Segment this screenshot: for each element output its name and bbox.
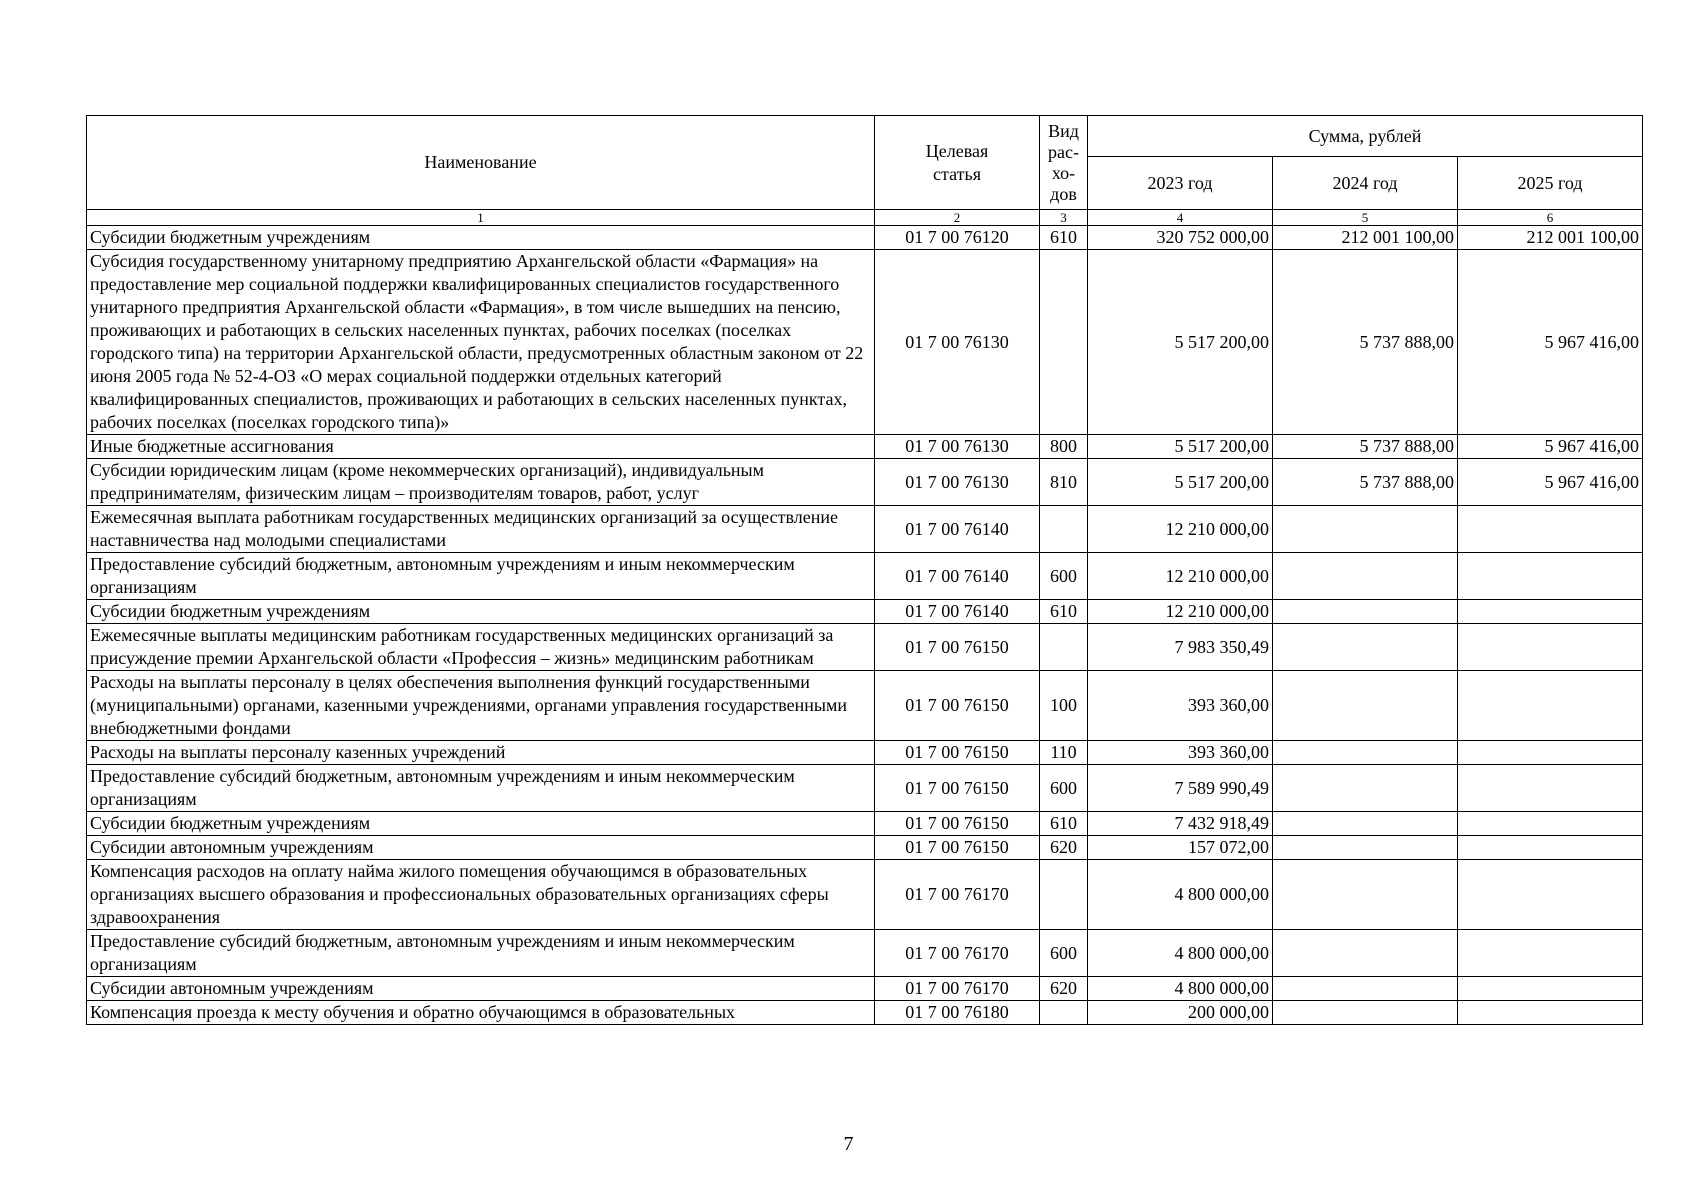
- row-sum-2024: [1273, 977, 1458, 1001]
- row-sum-2023: 5 517 200,00: [1088, 250, 1273, 435]
- header-year-2025: 2025 год: [1458, 157, 1643, 210]
- row-expense-kind: [1040, 506, 1088, 553]
- row-sum-2025: [1458, 671, 1643, 741]
- row-expense-kind: [1040, 624, 1088, 671]
- row-expense-kind: 620: [1040, 977, 1088, 1001]
- header-target-line1: Целевая: [925, 140, 989, 161]
- column-number: 4: [1088, 210, 1273, 226]
- row-sum-2023: 320 752 000,00: [1088, 226, 1273, 250]
- row-sum-2023: 200 000,00: [1088, 1001, 1273, 1025]
- row-sum-2025: [1458, 765, 1643, 812]
- table-row: [87, 506, 1643, 553]
- header-year-2023: 2023 год: [1088, 157, 1273, 210]
- table-row: [87, 671, 1643, 741]
- row-target-article: 01 7 00 76150: [875, 836, 1040, 860]
- header-name: Наименование: [87, 116, 875, 210]
- row-expense-kind: 600: [1040, 930, 1088, 977]
- row-sum-2025: 212 001 100,00: [1458, 226, 1643, 250]
- row-target-article: 01 7 00 76170: [875, 860, 1040, 930]
- row-name: Компенсация расходов на оплату найма жилого помещения обучающимся в образовательных организациях высшего образования и профессиональных образовательных организациях сферы здравоохранения: [87, 860, 875, 930]
- row-sum-2024: [1273, 741, 1458, 765]
- row-sum-2024: [1273, 930, 1458, 977]
- row-target-article: 01 7 00 76130: [875, 435, 1040, 459]
- row-name: Иные бюджетные ассигнования: [87, 435, 875, 459]
- table-row: [87, 930, 1643, 977]
- row-sum-2024: [1273, 600, 1458, 624]
- table-row: [87, 624, 1643, 671]
- column-number: 2: [875, 210, 1040, 226]
- row-expense-kind: [1040, 860, 1088, 930]
- row-sum-2025: [1458, 600, 1643, 624]
- table-row: [87, 250, 1643, 435]
- row-sum-2024: [1273, 553, 1458, 600]
- row-name: Субсидии бюджетным учреждениям: [87, 812, 875, 836]
- table-row: [87, 226, 1643, 250]
- header-kind-line1: Вид: [1048, 120, 1079, 141]
- row-sum-2025: 5 967 416,00: [1458, 435, 1643, 459]
- row-target-article: 01 7 00 76170: [875, 930, 1040, 977]
- row-target-article: 01 7 00 76170: [875, 977, 1040, 1001]
- row-name: Субсидии бюджетным учреждениям: [87, 600, 875, 624]
- row-sum-2023: 12 210 000,00: [1088, 553, 1273, 600]
- table-row: [87, 836, 1643, 860]
- row-sum-2025: [1458, 860, 1643, 930]
- row-sum-2025: 5 967 416,00: [1458, 459, 1643, 506]
- column-numbers-row: [87, 210, 1643, 226]
- row-sum-2024: [1273, 671, 1458, 741]
- row-sum-2024: 5 737 888,00: [1273, 250, 1458, 435]
- header-kind-line4: дов: [1050, 183, 1077, 204]
- table-body: [87, 226, 1643, 1025]
- row-sum-2023: 5 517 200,00: [1088, 435, 1273, 459]
- table-row: [87, 860, 1643, 930]
- row-expense-kind: 610: [1040, 600, 1088, 624]
- row-sum-2024: [1273, 624, 1458, 671]
- table-row: [87, 977, 1643, 1001]
- row-sum-2024: 212 001 100,00: [1273, 226, 1458, 250]
- row-name: Субсидии юридическим лицам (кроме некоммерческих организаций), индивидуальным предпринимателям, физическим лицам – производителям товаров, работ, услуг: [87, 459, 875, 506]
- row-sum-2024: [1273, 765, 1458, 812]
- row-sum-2023: 7 432 918,49: [1088, 812, 1273, 836]
- row-target-article: 01 7 00 76140: [875, 506, 1040, 553]
- row-sum-2025: [1458, 741, 1643, 765]
- header-kind-line3: хо-: [1051, 162, 1076, 183]
- table-row: [87, 765, 1643, 812]
- row-sum-2024: [1273, 836, 1458, 860]
- row-target-article: 01 7 00 76130: [875, 250, 1040, 435]
- row-expense-kind: 600: [1040, 553, 1088, 600]
- row-name: Предоставление субсидий бюджетным, автономным учреждениям и иным некоммерческим организациям: [87, 553, 875, 600]
- row-sum-2025: [1458, 836, 1643, 860]
- row-expense-kind: 610: [1040, 226, 1088, 250]
- row-expense-kind: 100: [1040, 671, 1088, 741]
- column-number: 5: [1273, 210, 1458, 226]
- table-row: [87, 1001, 1643, 1025]
- row-sum-2024: 5 737 888,00: [1273, 459, 1458, 506]
- row-name: Предоставление субсидий бюджетным, автономным учреждениям и иным некоммерческим организациям: [87, 765, 875, 812]
- row-target-article: 01 7 00 76180: [875, 1001, 1040, 1025]
- row-expense-kind: 810: [1040, 459, 1088, 506]
- row-expense-kind: 620: [1040, 836, 1088, 860]
- row-name: Предоставление субсидий бюджетным, автономным учреждениям и иным некоммерческим организациям: [87, 930, 875, 977]
- page-number: 7: [843, 1133, 854, 1155]
- row-sum-2025: [1458, 930, 1643, 977]
- row-sum-2023: 5 517 200,00: [1088, 459, 1273, 506]
- row-sum-2023: 393 360,00: [1088, 741, 1273, 765]
- row-sum-2023: 12 210 000,00: [1088, 600, 1273, 624]
- table-row: [87, 435, 1643, 459]
- row-name: Субсидия государственному унитарному предприятию Архангельской области «Фармация» на предоставление мер социальной поддержки квалифицированных специалистов государственного унитарного предприятия Архангельской области «Фармация», в том числе вышедших на пенсию, проживающих и работающих в сельских населенных пунктах, рабочих поселках (поселках городского типа) на территории Архангельской области, предусмотренных областным законом от 22 июня 2005 года № 52-4-ОЗ «О мерах социальной поддержки отдельных категорий квалифицированных специалистов, проживающих и работающих в сельских населенных пунктах, рабочих поселках (поселках городского типа)»: [87, 250, 875, 435]
- row-sum-2023: 4 800 000,00: [1088, 977, 1273, 1001]
- row-target-article: 01 7 00 76140: [875, 553, 1040, 600]
- row-name: Расходы на выплаты персоналу казенных учреждений: [87, 741, 875, 765]
- row-sum-2023: 4 800 000,00: [1088, 860, 1273, 930]
- row-target-article: 01 7 00 76150: [875, 624, 1040, 671]
- header-target-line2: статья: [933, 163, 981, 184]
- table-row: [87, 459, 1643, 506]
- table-row: [87, 812, 1643, 836]
- row-name: Расходы на выплаты персоналу в целях обеспечения выполнения функций государственными (муниципальными) органами, казенными учреждениями, органами управления государственными внебюджетными фондами: [87, 671, 875, 741]
- row-target-article: 01 7 00 76130: [875, 459, 1040, 506]
- row-sum-2025: [1458, 506, 1643, 553]
- row-name: Компенсация проезда к месту обучения и обратно обучающимся в образовательных: [87, 1001, 875, 1025]
- row-sum-2024: [1273, 1001, 1458, 1025]
- row-sum-2025: [1458, 812, 1643, 836]
- header-kind-line2: рас-: [1048, 141, 1079, 162]
- row-expense-kind: [1040, 1001, 1088, 1025]
- row-sum-2023: 12 210 000,00: [1088, 506, 1273, 553]
- header-sum: Сумма, рублей: [1088, 116, 1643, 157]
- row-name: Субсидии автономным учреждениям: [87, 836, 875, 860]
- column-number: 1: [87, 210, 875, 226]
- row-expense-kind: 610: [1040, 812, 1088, 836]
- row-name: Субсидии автономным учреждениям: [87, 977, 875, 1001]
- row-expense-kind: 800: [1040, 435, 1088, 459]
- row-expense-kind: [1040, 250, 1088, 435]
- table-header: [87, 116, 1643, 226]
- table-row: [87, 553, 1643, 600]
- column-number: 6: [1458, 210, 1643, 226]
- row-sum-2024: 5 737 888,00: [1273, 435, 1458, 459]
- row-sum-2024: [1273, 506, 1458, 553]
- row-target-article: 01 7 00 76140: [875, 600, 1040, 624]
- row-sum-2023: 393 360,00: [1088, 671, 1273, 741]
- row-sum-2023: 7 589 990,49: [1088, 765, 1273, 812]
- column-number: 3: [1040, 210, 1088, 226]
- table-row: [87, 600, 1643, 624]
- header-target-article: [875, 116, 1040, 210]
- row-target-article: 01 7 00 76150: [875, 741, 1040, 765]
- row-target-article: 01 7 00 76150: [875, 671, 1040, 741]
- row-target-article: 01 7 00 76120: [875, 226, 1040, 250]
- row-name: Субсидии бюджетным учреждениям: [87, 226, 875, 250]
- header-year-2024: 2024 год: [1273, 157, 1458, 210]
- row-target-article: 01 7 00 76150: [875, 812, 1040, 836]
- row-sum-2023: 7 983 350,49: [1088, 624, 1273, 671]
- row-sum-2025: [1458, 553, 1643, 600]
- header-expense-kind: [1040, 116, 1088, 210]
- row-expense-kind: 110: [1040, 741, 1088, 765]
- row-name: Ежемесячные выплаты медицинским работникам государственных медицинских организаций за присуждение премии Архангельской области «Профессия – жизнь» медицинским работникам: [87, 624, 875, 671]
- budget-table: [86, 115, 1643, 1025]
- row-sum-2024: [1273, 812, 1458, 836]
- row-sum-2025: [1458, 624, 1643, 671]
- row-sum-2025: 5 967 416,00: [1458, 250, 1643, 435]
- row-sum-2023: 4 800 000,00: [1088, 930, 1273, 977]
- row-sum-2023: 157 072,00: [1088, 836, 1273, 860]
- row-name: Ежемесячная выплата работникам государственных медицинских организаций за осуществление наставничества над молодыми специалистами: [87, 506, 875, 553]
- row-sum-2025: [1458, 977, 1643, 1001]
- row-sum-2024: [1273, 860, 1458, 930]
- row-expense-kind: 600: [1040, 765, 1088, 812]
- row-sum-2025: [1458, 1001, 1643, 1025]
- row-target-article: 01 7 00 76150: [875, 765, 1040, 812]
- table-row: [87, 741, 1643, 765]
